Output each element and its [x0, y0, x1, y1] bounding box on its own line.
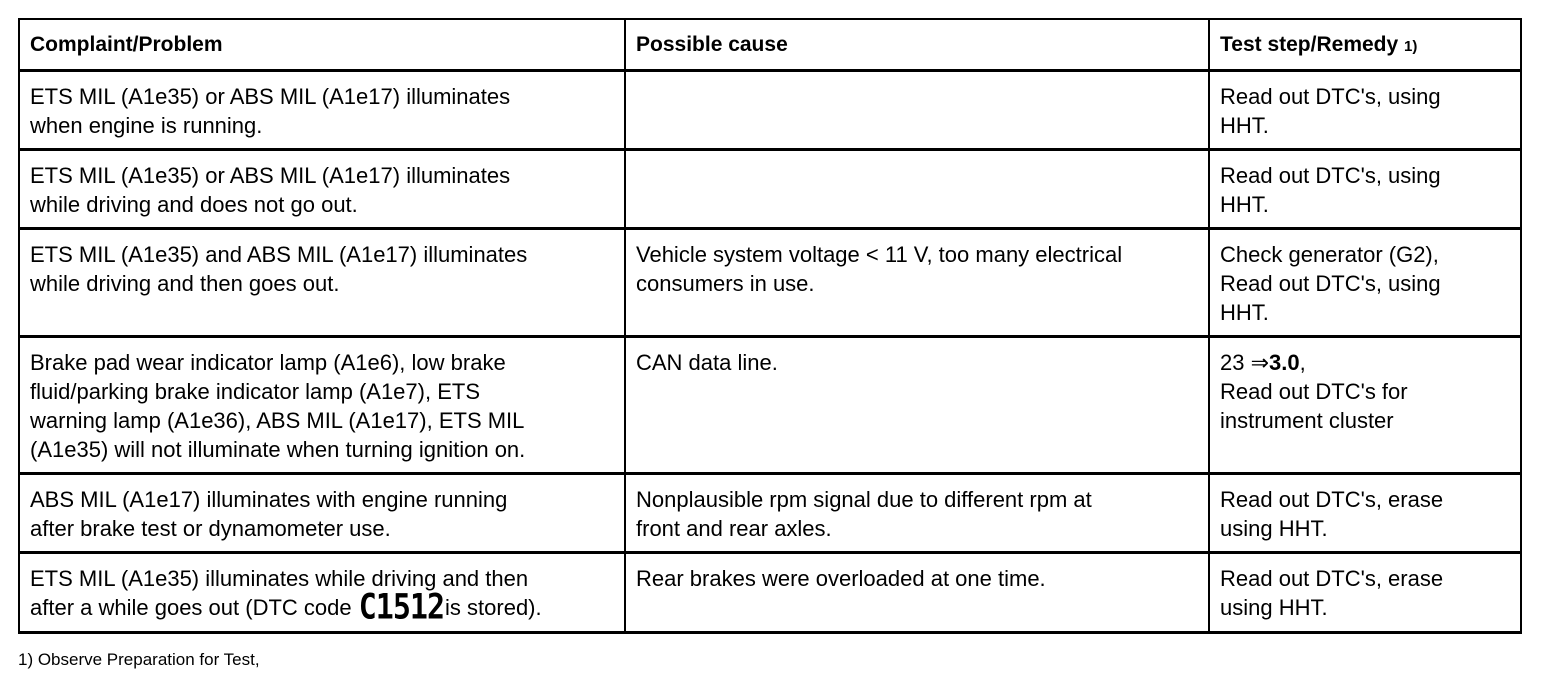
cause-cell: [625, 150, 1209, 229]
remedy-cell: Read out DTC's, using HHT.: [1209, 150, 1521, 229]
diagnosis-table: [18, 18, 1522, 634]
complaint-cell: ETS MIL (A1e35) or ABS MIL (A1e17) illuminates when engine is running.: [19, 71, 625, 150]
header-remedy: Test step/Remedy 1): [1209, 19, 1521, 71]
remedy-cell: Read out DTC's, using HHT.: [1209, 71, 1521, 150]
complaint-cell: Brake pad wear indicator lamp (A1e6), low brake fluid/parking brake indicator lamp (A1e7), ETS warning lamp (A1e36), ABS MIL (A1e17), ETS MIL (A1e35) will not illuminate when turning ignition on.: [19, 337, 625, 474]
remedy-cell: Read out DTC's, erase using HHT.: [1209, 553, 1521, 633]
header-cause: Possible cause: [625, 19, 1209, 71]
table-row: [19, 229, 1521, 337]
footnote-marker: 1): [1404, 38, 1418, 55]
cause-cell: Vehicle system voltage < 11 V, too many electrical consumers in use.: [625, 229, 1209, 337]
table-header-row: [19, 19, 1521, 71]
table-row: [19, 150, 1521, 229]
remedy-cell: Check generator (G2), Read out DTC's, using HHT.: [1209, 229, 1521, 337]
complaint-cell: ETS MIL (A1e35) or ABS MIL (A1e17) illuminates while driving and does not go out.: [19, 150, 625, 229]
complaint-cell: ETS MIL (A1e35) illuminates while driving and then after a while goes out (DTC code C1512is stored).: [19, 553, 625, 633]
cause-cell: [625, 71, 1209, 150]
cause-cell: Nonplausible rpm signal due to different rpm at front and rear axles.: [625, 474, 1209, 553]
remedy-cell: Read out DTC's, erase using HHT.: [1209, 474, 1521, 553]
cause-cell: CAN data line.: [625, 337, 1209, 474]
complaint-cell: ETS MIL (A1e35) and ABS MIL (A1e17) illuminates while driving and then goes out.: [19, 229, 625, 337]
cause-cell: Rear brakes were overloaded at one time.: [625, 553, 1209, 633]
table-row: [19, 474, 1521, 553]
table-row: [19, 71, 1521, 150]
table-row: [19, 553, 1521, 633]
remedy-cell: 23 ⇒3.0, Read out DTC's for instrument cluster: [1209, 337, 1521, 474]
table-row: [19, 337, 1521, 474]
header-complaint: Complaint/Problem: [19, 19, 625, 71]
dtc-code-glyph: C1512: [358, 587, 445, 628]
footnote: 1) Observe Preparation for Test,: [18, 650, 260, 669]
remedy-reference-link[interactable]: 23 ⇒3.0,: [1220, 350, 1306, 375]
complaint-cell: ABS MIL (A1e17) illuminates with engine running after brake test or dynamometer use.: [19, 474, 625, 553]
